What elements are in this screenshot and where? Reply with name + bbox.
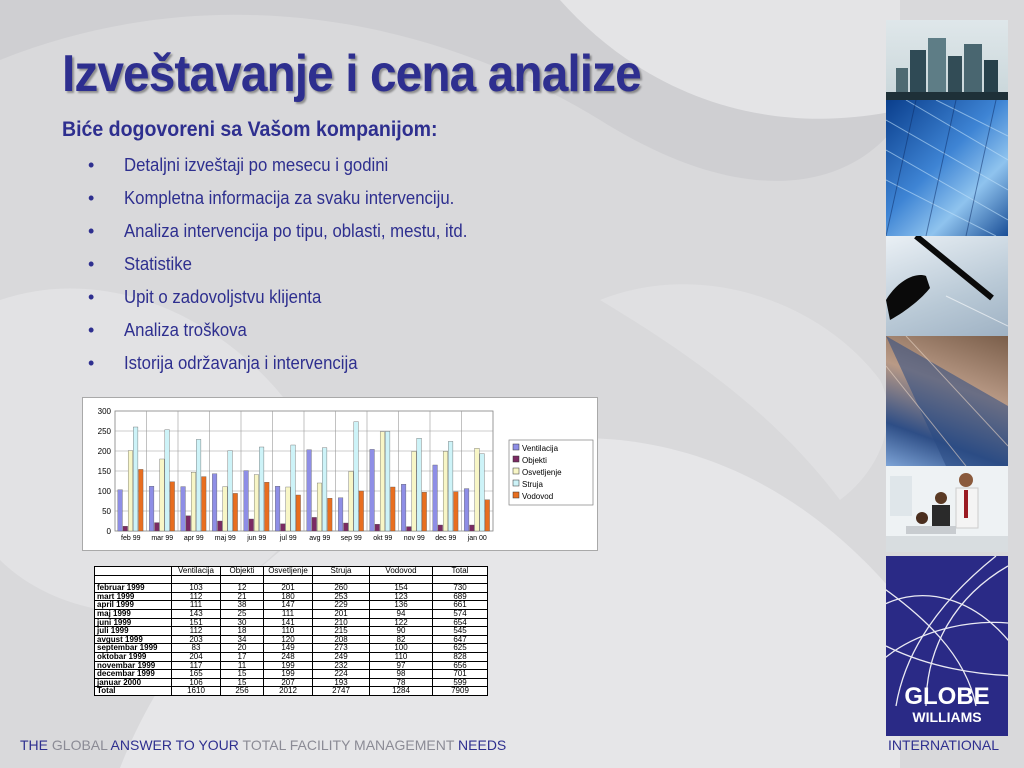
data-table [94,566,488,696]
bar-chart [82,397,598,551]
bar-ventilacija [370,449,375,531]
bullet-item [88,284,493,317]
x-tick-label: nov 99 [403,535,425,542]
bullet-text: Kompletna informacija za svaku intervenciju. [124,188,455,208]
table-cell: 689 [433,592,488,601]
table-cell: 122 [370,618,433,627]
table-header-cell: Osvetljenje [264,567,313,576]
table-cell: 1610 [172,687,221,696]
table-row-label: februar 1999 [95,584,172,593]
table-cell: 103 [172,584,221,593]
table-cell: 193 [313,678,370,687]
bar-ventilacija [149,486,154,531]
globe-williams-logo [886,556,1008,736]
table-cell: 661 [433,601,488,610]
bullet-item [88,185,493,218]
bar-objekti [470,525,475,531]
bar-struja [480,454,485,531]
table-cell: 256 [221,687,264,696]
table-row [95,609,488,618]
bar-objekti [312,517,317,531]
footer-tagline [20,737,506,753]
bar-struja [291,445,296,531]
legend-label: Struja [522,480,543,489]
table-cell: 574 [433,609,488,618]
glass-building-image [886,100,1008,236]
bar-struja [133,427,138,531]
bar-objekti [155,523,160,531]
table-cell: 647 [433,635,488,644]
table-cell: 199 [264,670,313,679]
table-cell: 229 [313,601,370,610]
bar-osvetljenje [286,487,291,531]
bar-objekti [123,526,128,531]
table-row-label: oktobar 1999 [95,652,172,661]
bar-objekti [407,527,412,531]
bullet-dot: • [88,254,95,274]
y-tick-label: 150 [97,467,111,476]
footer-word: TOTAL FACILITY MANAGEMENT [242,737,455,753]
bullet-list [88,152,493,383]
building-facade-image [886,336,1008,466]
footer-word: THE [20,737,48,753]
legend-swatch [513,456,519,462]
bar-vodovod [201,477,206,531]
bar-chart-svg [83,398,597,550]
bar-vodovod [170,482,175,531]
table-cell: 203 [172,635,221,644]
legend-swatch [513,480,519,486]
bullet-text: Analiza intervencija po tipu, oblasti, mestu, itd. [124,221,468,241]
table-cell: 201 [264,584,313,593]
table-header-cell: Objekti [221,567,264,576]
bullet-dot: • [88,188,95,208]
table-cell: 25 [221,609,264,618]
bar-vodovod [296,495,301,531]
bar-ventilacija [118,490,123,531]
table-row-label: januar 2000 [95,678,172,687]
bar-ventilacija [212,474,217,531]
table-cell: 78 [370,678,433,687]
bar-osvetljenje [223,487,228,531]
table-cell: 17 [221,652,264,661]
glass-building-photo [886,100,1008,236]
x-tick-label: okt 99 [373,535,393,542]
legend-swatch [513,468,519,474]
bar-struja [228,451,233,531]
slide-title: Izveštavanje i cena analize [62,45,641,103]
table-row-label: juni 1999 [95,618,172,627]
y-tick-label: 0 [106,527,111,536]
table-cell: 11 [221,661,264,670]
skyscrapers-image [886,20,1008,100]
slide-subtitle: Biće dogovoreni sa Vašom kompanijom: [62,118,438,141]
table-row [95,584,488,593]
y-tick-label: 200 [97,447,111,456]
table-cell: 224 [313,670,370,679]
bullet-item [88,152,493,185]
bar-vodovod [453,492,458,531]
table-cell: 141 [264,618,313,627]
office-team-photo [886,466,1008,552]
table-cell: 253 [313,592,370,601]
skyscrapers-photo [886,20,1008,100]
table-cell: 147 [264,601,313,610]
x-tick-label: maj 99 [214,535,236,542]
bar-struja [165,430,170,531]
table-cell: 210 [313,618,370,627]
bullet-text: Istorija održavanja i intervencija [124,353,358,373]
table-cell: 2012 [264,687,313,696]
legend-label: Osvetljenje [522,468,562,477]
bar-osvetljenje [349,471,354,531]
bar-ventilacija [401,484,406,531]
bar-struja [259,447,264,531]
table-row-label: mart 1999 [95,592,172,601]
table-cell: 656 [433,661,488,670]
bullet-dot: • [88,155,95,175]
table-cell: 248 [264,652,313,661]
bar-struja [322,448,327,531]
x-tick-label: jun 99 [247,535,267,542]
bar-ventilacija [433,465,438,531]
logo-line1: GLOBE [904,683,990,710]
table-header-cell: Ventilacija [172,567,221,576]
bar-objekti [186,516,191,531]
bar-ventilacija [307,450,312,531]
table-row-label: avgust 1999 [95,635,172,644]
bar-vodovod [359,491,364,531]
bullet-dot: • [88,287,95,307]
bar-objekti [249,519,254,531]
table-cell: 165 [172,670,221,679]
legend-label: Ventilacija [522,444,559,453]
table-cell: 111 [264,609,313,618]
table-cell: 18 [221,627,264,636]
table-cell: 15 [221,670,264,679]
table-cell: 106 [172,678,221,687]
logo-line2: WILLIAMS [912,709,982,725]
table-row-label: novembar 1999 [95,661,172,670]
table-header-cell [95,567,172,576]
table-cell: 1284 [370,687,433,696]
table-cell: 98 [370,670,433,679]
table-cell: 110 [370,652,433,661]
table-cell: 34 [221,635,264,644]
y-tick-label: 250 [97,427,111,436]
table-row-label: april 1999 [95,601,172,610]
y-tick-label: 50 [102,507,111,516]
bullet-text: Statistike [124,254,192,274]
footer-word: NEEDS [458,737,507,753]
table-cell: 97 [370,661,433,670]
bar-ventilacija [275,486,280,531]
table-cell: 120 [264,635,313,644]
table-cell: 100 [370,644,433,653]
x-tick-label: feb 99 [121,535,141,542]
table-cell: 94 [370,609,433,618]
x-tick-label: mar 99 [151,535,174,542]
table-row [95,627,488,636]
table-cell: 199 [264,661,313,670]
table-cell: 701 [433,670,488,679]
table-cell: 599 [433,678,488,687]
table-cell: 545 [433,627,488,636]
table-cell: 215 [313,627,370,636]
bar-objekti [344,523,349,531]
table-cell: 625 [433,644,488,653]
bar-osvetljenje [254,475,259,531]
table-cell: 180 [264,592,313,601]
bar-vodovod [264,482,269,531]
building-facade-photo [886,336,1008,466]
bar-vodovod [233,493,238,531]
x-tick-label: jan 00 [467,535,487,542]
bar-struja [417,438,422,531]
table-cell: 204 [172,652,221,661]
office-team-image [886,466,1008,552]
bar-objekti [218,521,223,531]
bar-osvetljenje [443,451,448,531]
x-tick-label: jul 99 [279,535,297,542]
bar-osvetljenje [380,432,385,531]
table-header-cell: Vodovod [370,567,433,576]
bar-osvetljenje [128,451,133,531]
table-cell: 90 [370,627,433,636]
table-cell: 208 [313,635,370,644]
x-tick-label: apr 99 [183,535,204,542]
table-header-cell: Total [433,567,488,576]
table-header-cell: Struja [313,567,370,576]
bullet-dot: • [88,353,95,373]
table-cell: 123 [370,592,433,601]
window-cleaner-image [886,236,1008,336]
bar-vodovod [327,498,332,531]
bar-objekti [375,524,380,531]
legend-label: Vodovod [522,492,554,501]
footer-international: INTERNATIONAL [888,737,999,753]
table-cell: 21 [221,592,264,601]
table-cell: 7909 [433,687,488,696]
table-row-label: Total [95,687,172,696]
legend-label: Objekti [522,456,547,465]
table-cell: 112 [172,627,221,636]
table-cell: 273 [313,644,370,653]
bar-osvetljenje [317,483,322,531]
table-body [95,575,488,695]
table-cell: 82 [370,635,433,644]
table-cell: 207 [264,678,313,687]
bar-ventilacija [338,498,343,531]
bar-struja [196,439,201,531]
window-cleaner-photo [886,236,1008,336]
x-tick-label: dec 99 [435,535,457,542]
y-tick-label: 300 [97,407,111,416]
footer-word: GLOBAL [51,737,108,753]
bullet-dot: • [88,320,95,340]
table-cell: 249 [313,652,370,661]
footer-word: ANSWER TO YOUR [110,737,239,753]
x-tick-label: sep 99 [340,535,362,542]
legend-swatch [513,492,519,498]
bullet-text: Analiza troškova [124,320,247,340]
bar-vodovod [138,469,143,531]
table-cell: 20 [221,644,264,653]
table-cell: 110 [264,627,313,636]
bar-osvetljenje [191,472,196,531]
bullet-dot: • [88,221,95,241]
table-cell: 730 [433,584,488,593]
table-cell: 149 [264,644,313,653]
bar-struja [354,422,359,531]
bullet-text: Detaljni izveštaji po mesecu i godini [124,155,389,175]
table-cell: 2747 [313,687,370,696]
y-tick-label: 100 [97,487,111,496]
bar-objekti [438,525,443,531]
table-row-label: maj 1999 [95,609,172,618]
bar-vodovod [485,500,490,531]
table-cell: 151 [172,618,221,627]
table-cell: 201 [313,609,370,618]
bar-vodovod [390,487,395,531]
table-cell: 136 [370,601,433,610]
table-header-row [95,567,488,576]
table-row [95,652,488,661]
table-cell: 38 [221,601,264,610]
table-row [95,670,488,679]
bar-ventilacija [244,471,249,531]
table-cell: 117 [172,661,221,670]
bar-objekti [281,524,286,531]
table-cell: 111 [172,601,221,610]
table-cell: 154 [370,584,433,593]
bar-struja [385,431,390,531]
table-cell: 260 [313,584,370,593]
legend-swatch [513,444,519,450]
x-tick-label: avg 99 [309,535,331,542]
table-row-label: septembar 1999 [95,644,172,653]
table-cell: 232 [313,661,370,670]
bullet-text: Upit o zadovoljstvu klijenta [124,287,322,307]
bullet-item [88,251,493,284]
bullet-item [88,350,493,383]
table-row-label: juli 1999 [95,627,172,636]
bar-osvetljenje [412,451,417,531]
table-cell: 828 [433,652,488,661]
table-cell: 654 [433,618,488,627]
data-table-container [94,566,488,696]
bar-osvetljenje [475,448,480,531]
table-cell: 143 [172,609,221,618]
bar-vodovod [422,492,427,531]
table-row-label: decembar 1999 [95,670,172,679]
table-cell: 83 [172,644,221,653]
table-row [95,687,488,696]
bullet-item [88,218,493,251]
bar-osvetljenje [160,459,165,531]
bar-struja [448,441,453,531]
bar-ventilacija [464,489,469,531]
bar-ventilacija [181,487,186,531]
table-cell: 112 [172,592,221,601]
bullet-item [88,317,493,350]
table-cell: 15 [221,678,264,687]
table-cell: 12 [221,584,264,593]
table-cell: 30 [221,618,264,627]
